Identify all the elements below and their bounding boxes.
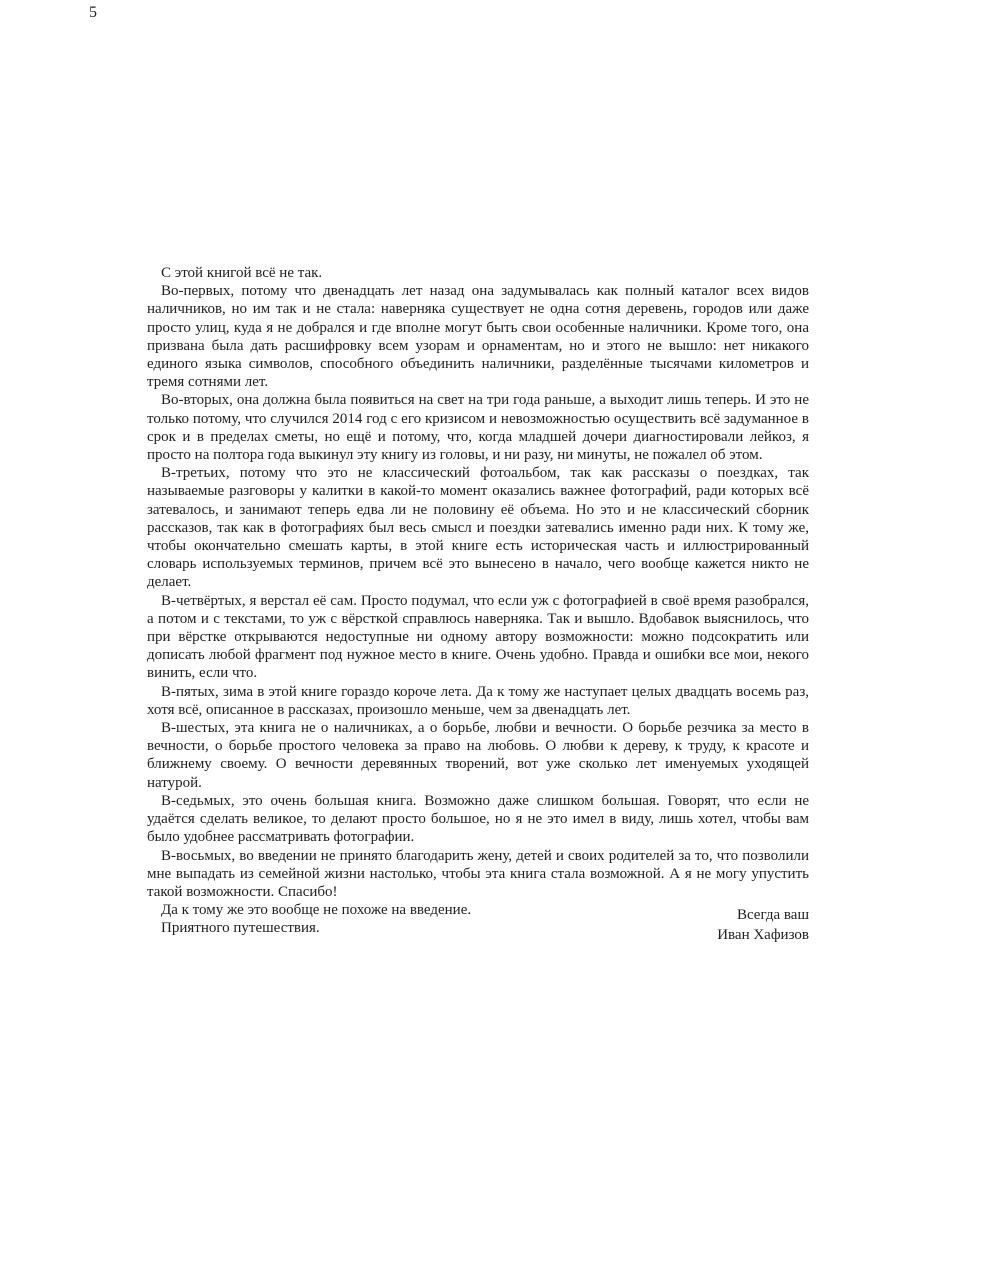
intro-text	[147, 264, 809, 938]
paragraph-10: Да к тому же это вообще не похоже на введение.	[161, 902, 472, 919]
page-number: 5	[89, 4, 97, 21]
paragraph-6: В-пятых, зима в этой книге гораздо короче лета. Да к тому же наступает целых двадцать восемь раз, хотя всё, описанное в рассказах, произошло меньше, чем за двенадцать лет.	[147, 683, 809, 718]
paragraph-11: Приятного путешествия.	[161, 920, 320, 937]
paragraph-8: В-седьмых, это очень большая книга. Возможно даже слишком большая. Говорят, что если не удаётся сделать великое, то делают просто большое, но я не это имел в виду, лишь хотел, чтобы вам было удобнее рассматривать фотографии.	[147, 792, 809, 846]
paragraph-1: С этой книгой всё не так.	[161, 265, 323, 281]
signature-closing: Всегда ваш	[736, 907, 809, 923]
paragraph-5: В-четвёртых, я верстал её сам. Просто подумал, что если уж с фотографией в своё время разобрался, а потом и с текстами, то уж с вёрсткой справлюсь наверняка. Так и вышло. Вдобавок выяснилось, что при вёрстке открываются недоступные ни одному автору возможности: можно подсократить или дописать любой фрагмент под нужное место в книге. Очень удобно. Правда и ошибки все мои, некого винить, если что.	[147, 592, 809, 682]
signature-author: Иван Хафизов	[717, 927, 809, 943]
paragraph-2: Во-первых, потому что двенадцать лет назад она задумывалась как полный каталог всех видов наличников, но им так и не стала: наверняка существует не одна сотня деревень, городов или даже просто улиц, куда я не добрался и где вполне могут быть свои особенные наличники. Кроме того, она призвана была дать расшифровку всем узорам и орнаментам, но и этого не вышло: нет никакого единого языка символов, способного объединить наличники, разделённые тысячами километров и тремя сотнями лет.	[147, 283, 809, 391]
paragraph-7: В-шестых, эта книга не о наличниках, а о борьбе, любви и вечности. О борьбе резчика за место в вечности, о борьбе простого человека за право на любовь. О любви к дереву, к труду, к красоте и ближнему своему. О вечности деревянных творений, вот уже сколько лет именуемых уходящей натурой.	[147, 720, 809, 791]
signature	[717, 905, 809, 945]
paragraph-4: В-третьих, потому что это не классический фотоальбом, так как рассказы о поездках, так называемые разговоры у калитки в какой-то момент оказались важнее фотографий, ради которых всё затевалось, и занимают теперь едва ли не половину её объема. Но это и не классический сборник рассказов, так как в фотографиях был весь смысл и поездки затевались именно ради них. К тому же, чтобы окончательно смешать карты, в этой книге есть историческая часть и иллюстрированный словарь используемых терминов, причем всё это вынесено в начало, чего вообще кажется никто не делает.	[147, 465, 809, 591]
paragraph-3: Во-вторых, она должна была появиться на свет на три года раньше, а выходит лишь теперь. И это не только потому, что случился 2014 год с его кризисом и невозможностью осуществить всё задуманное в срок и в пределах сметы, но ещё и потому, что, когда младшей дочери диагностировали лейкоз, я просто на полтора года выкинул эту книгу из головы, и ни разу, ни минуты, не пожалел об этом.	[147, 392, 809, 464]
paragraph-9: В-восьмых, во введении не принято благодарить жену, детей и своих родителей за то, что позволили мне выпадать из семейной жизни настолько, чтобы эта книга стала возможной. А я не могу упустить такой возможности. Спасибо!	[147, 847, 809, 900]
